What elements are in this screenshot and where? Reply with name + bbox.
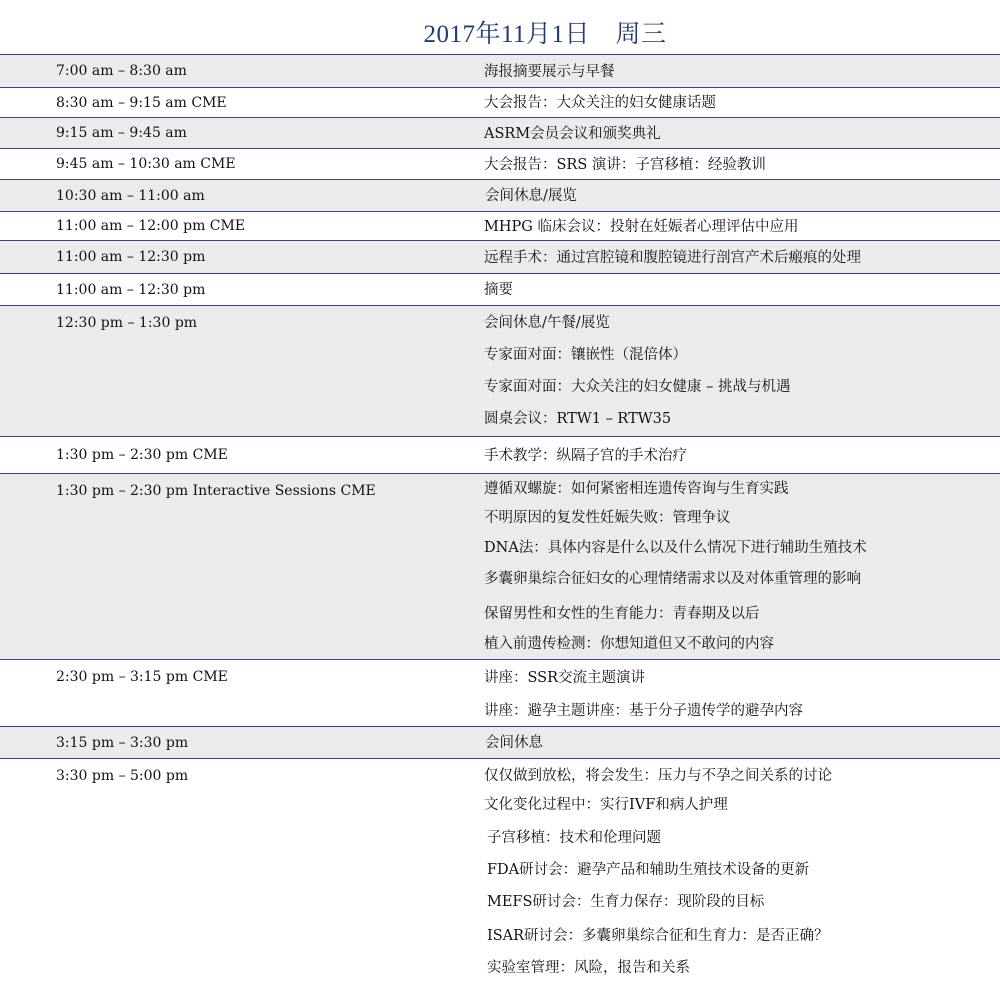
session-title: 大会报告：大众关注的妇女健康话题 bbox=[484, 95, 716, 111]
session-list bbox=[485, 727, 992, 759]
session-time: 9:45 am – 10:30 am CME bbox=[56, 156, 236, 172]
session-time: 11:00 am – 12:30 pm bbox=[56, 249, 206, 265]
session-title: 讲座：SSR交流主题演讲 bbox=[484, 670, 646, 686]
session-title: 圆桌会议：RTW1 – RTW35 bbox=[484, 411, 672, 427]
session-title: 多囊卵巢综合征妇女的心理情绪需求以及对体重管理的影响 bbox=[484, 571, 861, 587]
session-title: 遵循双螺旋：如何紧密相连遗传咨询与生育实践 bbox=[484, 481, 789, 497]
session-title: 仅仅做到放松，将会发生：压力与不孕之间关系的讨论 bbox=[484, 768, 832, 784]
session-title: ISAR研讨会：多囊卵巢综合征和生育力：是否正确？ bbox=[487, 928, 829, 944]
session-time: 1:30 pm – 2:30 pm CME bbox=[56, 447, 228, 463]
session-title: 远程手术：通过宫腔镜和腹腔镜进行剖宫产术后瘢痕的处理 bbox=[484, 249, 861, 266]
session-list bbox=[485, 180, 992, 212]
schedule-row bbox=[0, 87, 1000, 117]
schedule-row bbox=[0, 179, 1000, 211]
schedule-row bbox=[0, 473, 1000, 659]
session-title: 会间休息/展览 bbox=[485, 188, 577, 204]
session-time: 3:30 pm – 5:00 pm bbox=[56, 768, 189, 784]
session-list bbox=[484, 55, 992, 88]
session-title: 海报摘要展示与早餐 bbox=[484, 63, 615, 80]
session-time: 11:00 am – 12:00 pm CME bbox=[56, 218, 246, 234]
session-time: 9:15 am – 9:45 am bbox=[56, 125, 187, 141]
schedule-row bbox=[0, 436, 1000, 473]
session-title: FDA研讨会：避孕产品和辅助生殖技术设备的更新 bbox=[487, 862, 810, 878]
session-list bbox=[484, 759, 992, 989]
schedule-row bbox=[0, 726, 1000, 758]
session-list bbox=[484, 306, 992, 437]
page-title: 2017年11月1日 周三 bbox=[423, 21, 667, 48]
session-title: 专家面对面：大众关注的妇女健康 – 挑战与机遇 bbox=[484, 379, 791, 395]
session-title: 文化变化过程中：实行IVF和病人护理 bbox=[484, 797, 728, 813]
schedule-row bbox=[0, 148, 1000, 179]
session-list bbox=[484, 88, 992, 118]
session-time: 10:30 am – 11:00 am bbox=[56, 187, 205, 204]
schedule-row bbox=[0, 54, 1000, 87]
session-time: 1:30 pm – 2:30 pm Interactive Sessions CME bbox=[56, 483, 376, 499]
session-title: 实验室管理：风险，报告和关系 bbox=[487, 960, 690, 976]
session-title: 摘要 bbox=[484, 282, 513, 298]
session-list bbox=[484, 660, 992, 727]
session-title: 不明原因的复发性妊娠失败：管理争议 bbox=[484, 510, 731, 526]
session-title: 专家面对面：镶嵌性（混倍体） bbox=[484, 347, 687, 363]
session-title: 植入前遗传检测：你想知道但又不敢问的内容 bbox=[484, 636, 774, 652]
schedule-row bbox=[0, 240, 1000, 273]
schedule-row bbox=[0, 117, 1000, 148]
session-time: 3:15 pm – 3:30 pm bbox=[56, 734, 189, 751]
session-list bbox=[484, 474, 992, 660]
schedule-row bbox=[0, 305, 1000, 436]
session-list bbox=[484, 212, 992, 241]
session-title: ASRM会员会议和颁奖典礼 bbox=[484, 125, 661, 142]
session-title: 讲座：避孕主题讲座：基于分子遗传学的避孕内容 bbox=[484, 703, 803, 719]
schedule-row bbox=[0, 659, 1000, 726]
session-list bbox=[484, 274, 992, 306]
session-list bbox=[484, 437, 992, 474]
session-title: 会间休息 bbox=[485, 735, 543, 751]
session-time: 7:00 am – 8:30 am bbox=[56, 63, 187, 79]
schedule-table bbox=[0, 54, 1000, 988]
schedule-row bbox=[0, 758, 1000, 988]
session-title: 保留男性和女性的生育能力：青春期及以后 bbox=[484, 606, 760, 622]
session-title: MHPG 临床会议：投射在妊娠者心理评估中应用 bbox=[484, 218, 799, 235]
schedule-row bbox=[0, 273, 1000, 305]
session-title: 会间休息/午餐/展览 bbox=[484, 315, 610, 331]
session-title: MEFS研讨会：生育力保存：现阶段的目标 bbox=[487, 894, 765, 910]
schedule-row bbox=[0, 211, 1000, 240]
session-title: 手术教学：纵隔子宫的手术治疗 bbox=[484, 447, 687, 464]
session-time: 11:00 am – 12:30 pm bbox=[56, 281, 206, 298]
session-time: 8:30 am – 9:15 am CME bbox=[56, 94, 227, 111]
session-list bbox=[484, 149, 992, 180]
session-time: 12:30 pm – 1:30 pm bbox=[56, 315, 198, 331]
session-title: 大会报告：SRS 演讲：子宫移植：经验教训 bbox=[484, 156, 766, 173]
session-list bbox=[484, 118, 992, 149]
session-title: 子宫移植：技术和伦理问题 bbox=[487, 830, 661, 846]
session-time: 2:30 pm – 3:15 pm CME bbox=[56, 669, 228, 685]
session-title: DNA法：具体内容是什么以及什么情况下进行辅助生殖技术 bbox=[484, 540, 867, 556]
session-list bbox=[484, 241, 992, 274]
